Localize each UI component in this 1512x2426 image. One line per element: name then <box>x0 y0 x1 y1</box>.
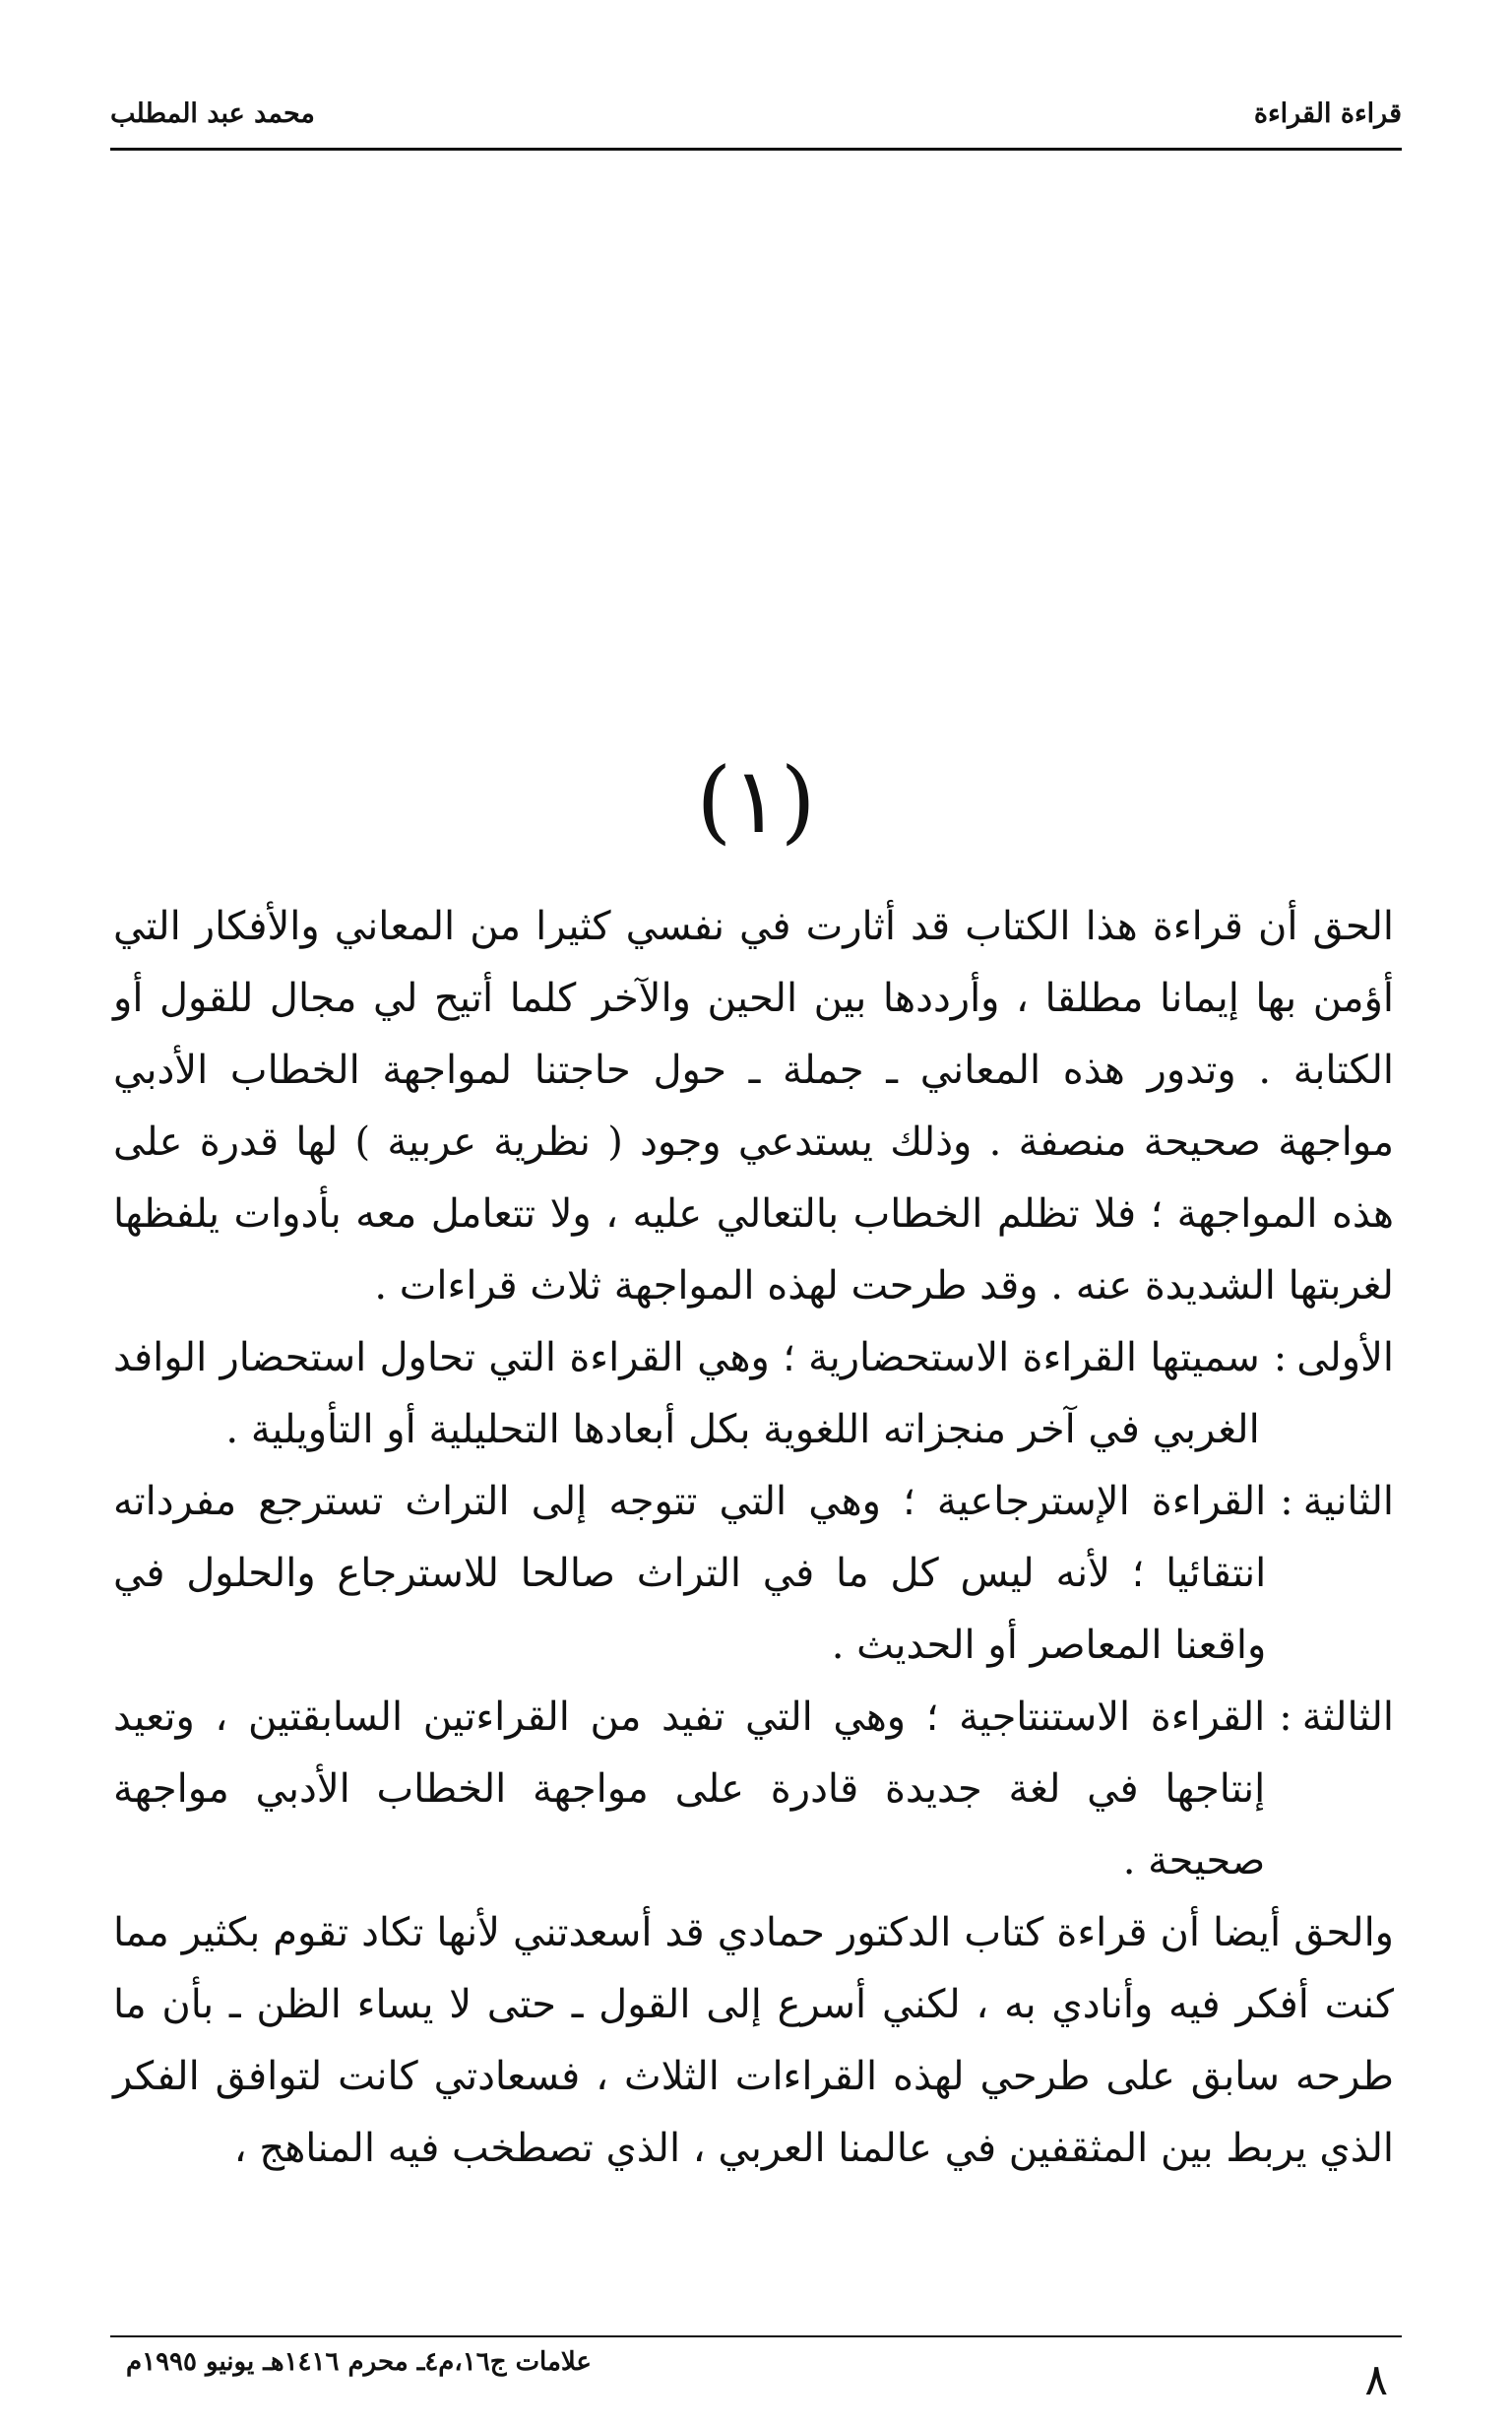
page-number: ٨ <box>1364 2355 1388 2405</box>
item-text: القراءة الإسترجاعية ؛ وهي التي تتوجه إلى التراث تسترجع مفرداته انتقائيا ؛ لأنه ليس كل ما في التراث صالحا للاسترجاع والحلول في واقعنا المعاصر أو الحديث . <box>113 1479 1267 1668</box>
book-title: قراءة القراءة <box>1253 98 1402 129</box>
footer-divider <box>110 2335 1402 2337</box>
section-number: (١) <box>696 748 816 854</box>
closing-paragraph: والحق أيضا أن قراءة كتاب الدكتور حمادي قد أسعدتني لأنها تكاد تقوم بكثير مما كنت أفكر فيه وأنادي به ، لكني أسرع إلى القول ـ حتى لا يساء الظن ـ بأن ما طرحه سابق على طرحي لهذه القراءات الثلاث ، فسعادتي كانت لتوافق الفكر الذي يربط بين المثقفين في عالمنا العربي ، الذي تصطخب فيه المناهج ، <box>113 1910 1394 2171</box>
reading-item-first <box>113 1322 1394 1466</box>
reading-item-second <box>113 1466 1394 1682</box>
item-text: سميتها القراءة الاستحضارية ؛ وهي القراءة التي تحاول استحضار الوافد الغربي في آخر منجزاته اللغوية بكل أبعادها التحليلية أو التأويلية . <box>113 1335 1260 1452</box>
running-header <box>110 95 1402 146</box>
item-text: القراءة الاستنتاجية ؛ وهي التي تفيد من القراءتين السابقتين ، وتعيد إنتاجها في لغة جديدة قادرة على مواجهة الخطاب الأدبي مواجهة صحيحة . <box>113 1694 1266 1883</box>
header-divider <box>110 148 1402 151</box>
body-text <box>113 891 1394 2185</box>
reading-item-third <box>113 1682 1394 1897</box>
item-colon: : <box>1273 1335 1288 1380</box>
journal-citation: علامات ج١٦،م٤ـ محرم ١٤١٦هـ يونيو ١٩٩٥م <box>126 2347 592 2377</box>
item-label: الثالثة <box>1301 1694 1394 1740</box>
author-name: محمد عبد المطلب <box>110 98 315 129</box>
item-label: الأولى <box>1296 1335 1394 1380</box>
item-colon: : <box>1280 1479 1293 1524</box>
intro-paragraph: الحق أن قراءة هذا الكتاب قد أثارت في نفسي كثيرا من المعاني والأفكار التي أؤمن بها إيمانا مطلقا ، وأرددها بين الحين والآخر كلما أتيح لي مجال للقول أو الكتابة . وتدور هذه المعاني ـ جملة ـ حول حاجتنا لمواجهة الخطاب الأدبي مواجهة صحيحة منصفة . وذلك يستدعي وجود ( نظرية عربية ) لها قدرة على هذه المواجهة ؛ فلا تظلم الخطاب بالتعالي عليه ، ولا تتعامل معه بأدوات يلفظها لغربتها الشديدة عنه . وقد طرحت لهذه المواجهة ثلاث قراءات . <box>113 904 1394 1309</box>
item-colon: : <box>1279 1694 1292 1740</box>
item-label: الثانية <box>1302 1479 1394 1524</box>
